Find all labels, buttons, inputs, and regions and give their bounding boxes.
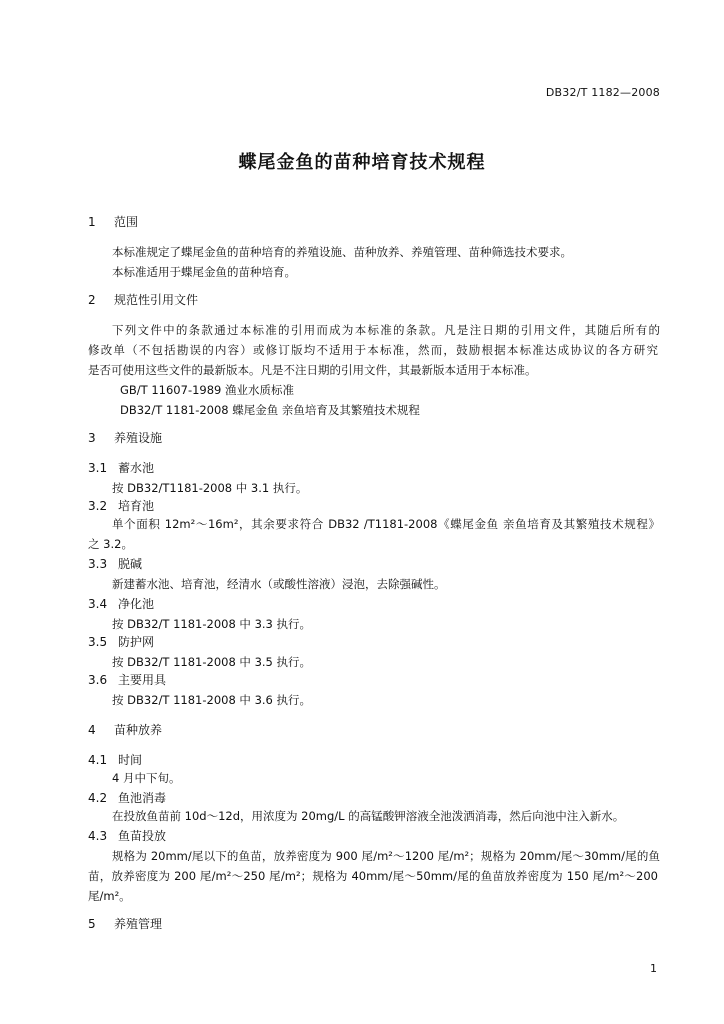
section-title: 养殖设施 — [114, 431, 163, 445]
standard-code: DB32/T 1182—2008 — [545, 86, 660, 99]
paragraph: 4 月中下旬。 — [112, 771, 181, 785]
subsection-title: 主要用具 — [118, 673, 167, 687]
section-number: 1 — [88, 215, 96, 229]
subsection-number: 3.5 — [88, 635, 108, 649]
subsection-heading — [88, 790, 166, 806]
reference-item: GB/T 11607-1989 渔业水质标准 — [120, 383, 295, 397]
document-title: 蝶尾金鱼的苗种培育技术规程 — [238, 152, 486, 173]
paragraph-line: 苗，放养密度为 200 尾/m²～250 尾/m²；规格为 40mm/尾～50mm/尾的鱼苗放养密度为 150 尾/m²～200 — [88, 869, 658, 883]
paragraph-line: 之 3.2。 — [88, 537, 133, 551]
paragraph: 新建蓄水池、培育池，经清水（或酸性溶液）浸泡，去除强碱性。 — [112, 577, 446, 591]
subsection-number: 4.1 — [88, 753, 108, 767]
subsection-number: 3.6 — [88, 673, 108, 687]
section-number: 5 — [88, 917, 96, 931]
section-number: 2 — [88, 293, 96, 307]
paragraph: 本标准适用于蝶尾金鱼的苗种培育。 — [112, 265, 296, 279]
subsection-number: 3.1 — [88, 461, 108, 475]
paragraph-line: 下列文件中的条款通过本标准的引用而成为本标准的条款。凡是注日期的引用文件，其随后所有的 — [112, 323, 660, 337]
subsection-heading — [88, 752, 142, 768]
section-1-heading — [88, 214, 138, 230]
subsection-heading — [88, 556, 142, 572]
subsection-heading — [88, 460, 154, 476]
subsection-title: 脱碱 — [118, 557, 143, 571]
subsection-title: 鱼池消毒 — [118, 791, 167, 805]
paragraph-line: 尾/m²。 — [88, 889, 131, 903]
section-number: 4 — [88, 723, 96, 737]
section-title: 苗种放养 — [114, 723, 163, 737]
paragraph-line: 单个面积 12m²～16m²，其余要求符合 DB32 /T1181-2008《蝶尾金鱼 亲鱼培育及其繁殖技术规程》 — [112, 517, 660, 531]
section-2-heading — [88, 292, 198, 308]
paragraph-line: 规格为 20mm/尾以下的鱼苗，放养密度为 900 尾/m²～1200 尾/m²；规格为 20mm/尾～30mm/尾的鱼 — [112, 849, 660, 863]
subsection-heading — [88, 596, 154, 612]
subsection-heading — [88, 672, 166, 688]
subsection-title: 净化池 — [118, 597, 155, 611]
subsection-title: 培育池 — [118, 499, 155, 513]
paragraph: 在投放鱼苗前 10d～12d，用浓度为 20mg/L 的高锰酸钾溶液全池泼洒消毒，然后向池中注入新水。 — [112, 809, 625, 823]
subsection-number: 3.2 — [88, 499, 108, 513]
subsection-number: 3.3 — [88, 557, 108, 571]
paragraph: 按 DB32/T1181-2008 中 3.1 执行。 — [112, 481, 308, 495]
section-title: 养殖管理 — [114, 917, 163, 931]
subsection-title: 时间 — [118, 753, 143, 767]
paragraph: 按 DB32/T 1181-2008 中 3.6 执行。 — [112, 693, 312, 707]
subsection-heading — [88, 634, 154, 650]
section-5-heading — [88, 916, 162, 932]
subsection-heading — [88, 828, 166, 844]
subsection-number: 3.4 — [88, 597, 108, 611]
subsection-title: 防护网 — [118, 635, 155, 649]
subsection-title: 蓄水池 — [118, 461, 155, 475]
subsection-title: 鱼苗投放 — [118, 829, 167, 843]
section-4-heading — [88, 722, 162, 738]
section-title: 规范性引用文件 — [114, 293, 199, 307]
page-number: 1 — [650, 962, 657, 975]
subsection-heading — [88, 498, 154, 514]
section-title: 范围 — [114, 215, 139, 229]
paragraph-line: 是否可使用这些文件的最新版本。凡是不注日期的引用文件，其最新版本适用于本标准。 — [88, 363, 537, 377]
paragraph: 本标准规定了蝶尾金鱼的苗种培育的养殖设施、苗种放养、养殖管理、苗种筛选技术要求。 — [112, 245, 572, 259]
paragraph-line: 修改单（不包括勘误的内容）或修订版均不适用于本标准，然而，鼓励根据本标准达成协议的各方研究 — [88, 343, 658, 357]
section-number: 3 — [88, 431, 96, 445]
subsection-number: 4.3 — [88, 829, 108, 843]
paragraph: 按 DB32/T 1181-2008 中 3.5 执行。 — [112, 655, 312, 669]
subsection-number: 4.2 — [88, 791, 108, 805]
reference-item: DB32/T 1181-2008 蝶尾金鱼 亲鱼培育及其繁殖技术规程 — [120, 403, 420, 417]
section-3-heading — [88, 430, 162, 446]
paragraph: 按 DB32/T 1181-2008 中 3.3 执行。 — [112, 617, 312, 631]
